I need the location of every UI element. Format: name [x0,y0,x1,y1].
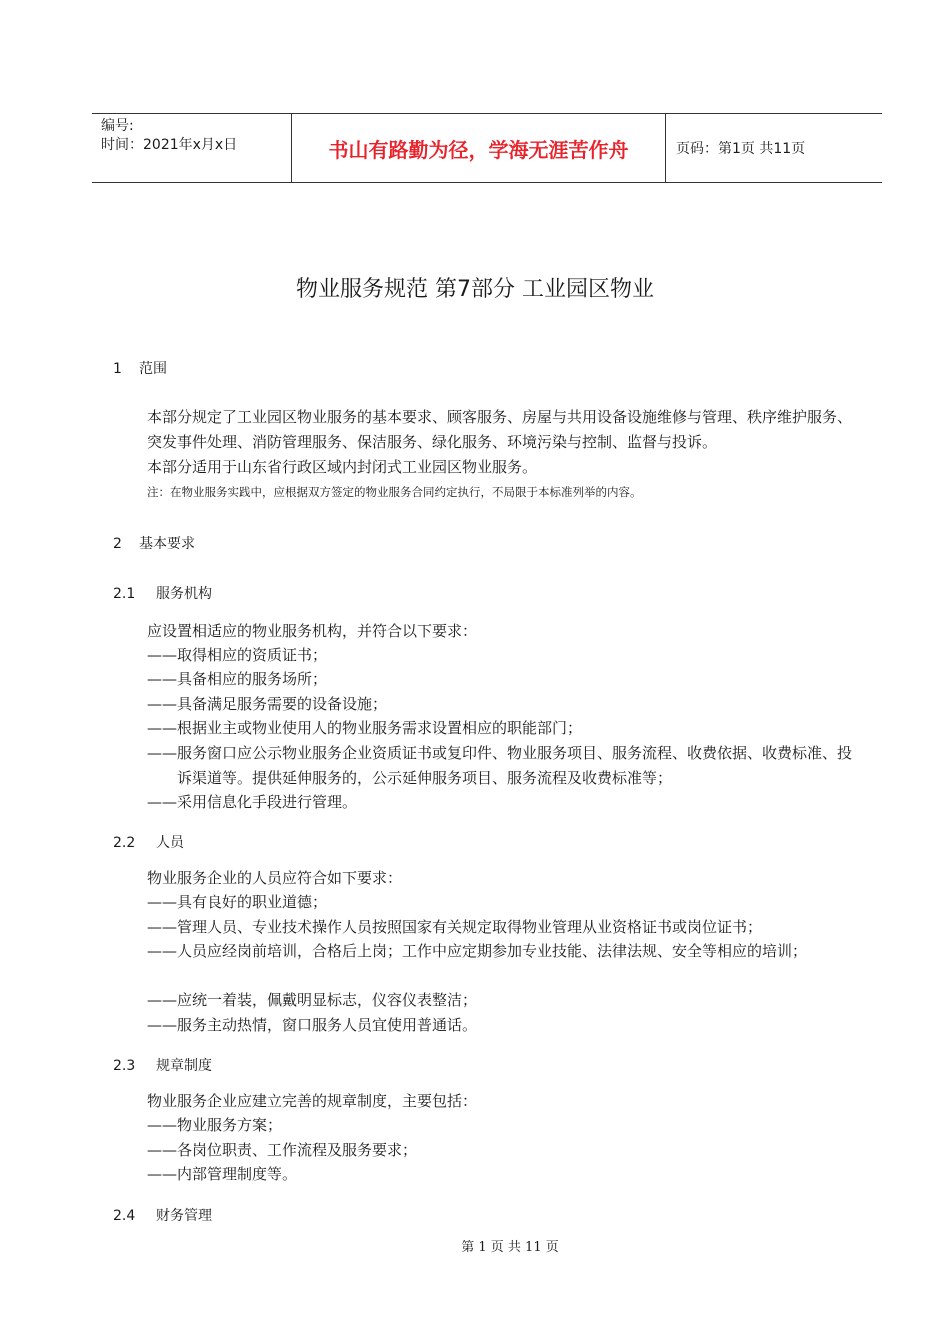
list-item: ——管理人员、专业技术操作人员按照国家有关规定取得物业管理从业资格证书或岗位证书； [147,918,763,936]
document-title: 物业服务规范 第7部分 工业园区物业 [296,277,654,302]
section-number: 2.3 [113,1058,136,1074]
paragraph-text: 物业服务企业应建立完善的规章制度，主要包括： [147,1092,478,1110]
list-item: ——内部管理制度等。 [147,1165,298,1183]
list-item: ——服务窗口应公示物业服务企业资质证书或复印件、物业服务项目、服务流程、收费依据、收费标准、投诉渠道等。提供延伸服务的，公示延伸服务项目、服务流程及收费标准等； [147,744,853,787]
number-label: 编号: [101,118,134,134]
section-title: 规章制度 [156,1058,212,1074]
list-item: ——服务主动热情，窗口服务人员宜使用普通话。 [147,1016,478,1034]
list-item: ——具备满足服务需要的设备设施； [147,695,388,713]
list-item: ——应统一着装，佩戴明显标志，仪容仪表整洁； [147,991,478,1009]
section-title: 人员 [156,835,184,851]
paragraph-text: 本部分适用于山东省行政区域内封闭式工业园区物业服务。 [147,458,538,476]
document-header [92,113,882,183]
section-title: 范围 [139,361,167,377]
section-title: 基本要求 [139,536,195,552]
section-heading-2 [113,533,195,553]
list-item: ——人员应经岗前培训，合格后上岗；工作中应定期参加专业技能、法律法规、安全等相应的培训； [147,942,808,960]
section-title: 财务管理 [156,1208,212,1224]
list-item: ——采用信息化手段进行管理。 [147,793,358,811]
page-label: 页码：第1页 共11页 [676,141,806,157]
note-text: 注：在物业服务实践中，应根据双方签定的物业服务合同约定执行，不局限于本标准列举的内容。 [147,485,642,499]
subsection-heading-2-4 [113,1205,212,1225]
subsection-heading-2-3 [113,1055,212,1075]
subsection-heading-2-1 [113,583,212,603]
time-label: 时间：2021年x月x日 [101,137,238,153]
section-number: 2.4 [113,1208,136,1224]
subsection-heading-2-2 [113,832,184,852]
motto: 书山有路勤为径，学海无涯苦作舟 [292,114,666,182]
section-heading-1 [113,358,167,378]
list-item: ——具备相应的服务场所； [147,670,328,688]
list-item: ——根据业主或物业使用人的物业服务需求设置相应的职能部门； [147,719,583,737]
paragraph-text: 本部分规定了工业园区物业服务的基本要求、顾客服务、房屋与共用设备设施维修与管理、秩序维护服务、突发事件处理、消防管理服务、保洁服务、绿化服务、环境污染与控制、监督与投诉。 [147,408,853,451]
section-number: 2 [113,536,122,552]
list-item: ——各岗位职责、工作流程及服务要求； [147,1141,418,1159]
paragraph [147,405,862,454]
paragraph-text: 物业服务企业的人员应符合如下要求： [147,869,403,887]
section-title: 服务机构 [156,586,212,602]
list-item: ——具有良好的职业道德； [147,893,328,911]
paragraph-text: 应设置相适应的物业服务机构，并符合以下要求： [147,622,478,640]
section-number: 1 [113,361,122,377]
section-number: 2.2 [113,835,136,851]
header-meta-cell [92,114,292,182]
page-footer: 第 1 页 共 11 页 [461,1240,559,1255]
section-number: 2.1 [113,586,136,602]
list-item: ——取得相应的资质证书； [147,646,328,664]
list-item: ——物业服务方案； [147,1116,283,1134]
